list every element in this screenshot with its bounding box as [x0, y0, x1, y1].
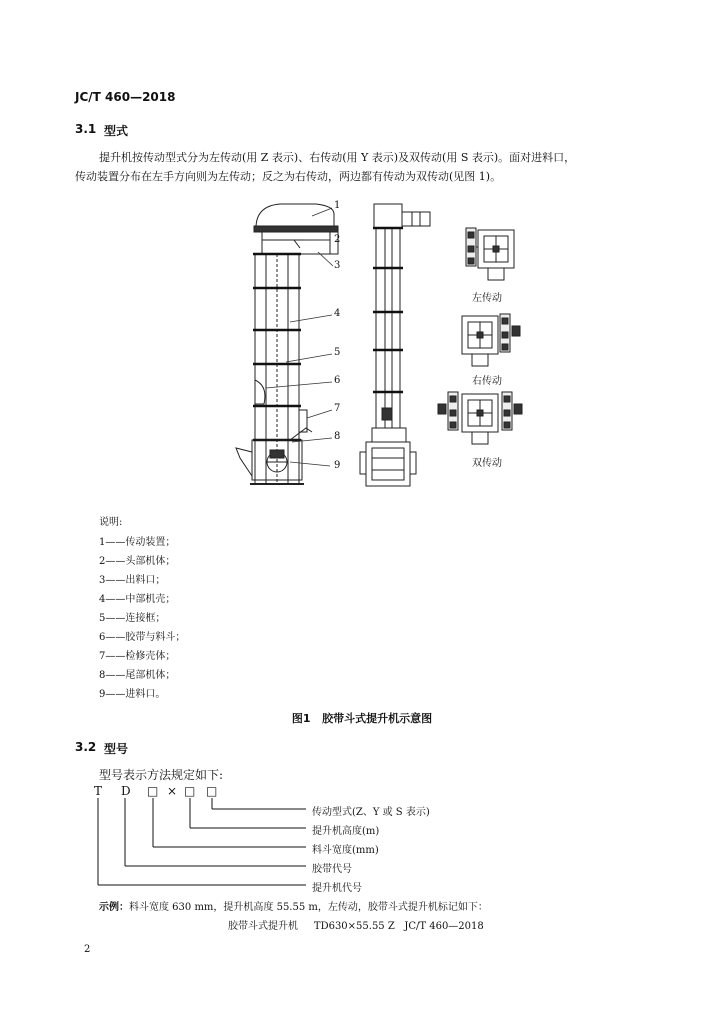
- standard-code: JC/T 460—2018: [75, 90, 176, 104]
- code-label-bucket-width: 料斗宽度(mm): [312, 845, 379, 856]
- code-label-elevator: 提升机代号: [312, 883, 362, 894]
- code-box-bucket-width: □: [147, 784, 159, 798]
- legend-item: 4——中部机壳；: [99, 594, 176, 605]
- left-drive-plan-drawing: [466, 228, 514, 280]
- code-box-drive: □: [206, 784, 218, 798]
- section-3-1-paragraph-line1: 提升机按传动型式分为左传动(用 Z 表示)、右传动(用 Y 表示)及双传动(用 S 表示)。面对进料口，: [99, 151, 576, 164]
- legend-item: 3——出料口；: [99, 575, 166, 586]
- legend-item: 5——连接框；: [99, 613, 166, 624]
- callout-6: 6: [334, 375, 341, 386]
- legend-item: 2——头部机体；: [99, 556, 176, 567]
- right-drive-plan-drawing: [462, 314, 520, 366]
- section-3-1-paragraph-line2: 传动装置分布在左手方向则为左传动；反之为右传动，两边都有传动为双传动(见图 1)。: [75, 170, 502, 183]
- callout-1: 1: [334, 200, 341, 211]
- section-3-1-title: 型式: [104, 124, 129, 138]
- section-3-1-number: 3.1: [75, 122, 97, 136]
- code-label-drive-type: 传动型式(Z、Y 或 S 表示): [312, 807, 430, 818]
- example-line: [99, 898, 488, 913]
- callout-5: 5: [334, 347, 341, 358]
- code-box-height: □: [184, 784, 196, 798]
- callout-7: 7: [334, 403, 341, 414]
- code-letter-d: D: [121, 784, 131, 798]
- callout-4: 4: [334, 308, 341, 319]
- legend-item: 1——传动装置；: [99, 537, 176, 548]
- left-drive-label: 左传动: [472, 293, 502, 304]
- legend-item: 6——胶带与料斗；: [99, 632, 186, 643]
- code-times-sign: ×: [167, 784, 178, 798]
- callout-9: 9: [334, 460, 341, 471]
- page-number: 2: [84, 944, 91, 955]
- double-drive-plan-drawing: [438, 392, 522, 444]
- example-text: 料斗宽度 630 mm，提升机高度 55.55 m，左传动，胶带斗式提升机标记如下：: [129, 902, 488, 913]
- code-letter-t: T: [94, 784, 103, 798]
- model-intro: 型号表示方法规定如下:: [99, 768, 224, 782]
- callout-8: 8: [334, 431, 341, 442]
- legend-title: 说明:: [99, 517, 123, 528]
- model-code-tree: [98, 798, 306, 885]
- right-drive-label: 右传动: [472, 376, 502, 387]
- example-prefix: 示例：: [99, 902, 129, 913]
- legend-item: 8——尾部机体；: [99, 670, 176, 681]
- legend-item: 9——进料口。: [99, 689, 166, 700]
- legend-item: 7——检修壳体；: [99, 651, 176, 662]
- callout-3: 3: [334, 260, 341, 271]
- section-3-2-title: 型号: [104, 742, 129, 756]
- figure-caption: 图1 胶带斗式提升机示意图: [291, 712, 433, 725]
- section-3-2-number: 3.2: [75, 740, 97, 754]
- side-view-drawing: [360, 204, 430, 486]
- front-view-drawing: [236, 204, 341, 484]
- callout-2: 2: [334, 234, 341, 245]
- double-drive-label: 双传动: [472, 458, 502, 469]
- example-mark: 胶带斗式提升机 TD630×55.55 Z JC/T 460—2018: [228, 921, 484, 932]
- code-label-belt: 胶带代号: [312, 864, 352, 875]
- code-label-height: 提升机高度(m): [312, 826, 380, 837]
